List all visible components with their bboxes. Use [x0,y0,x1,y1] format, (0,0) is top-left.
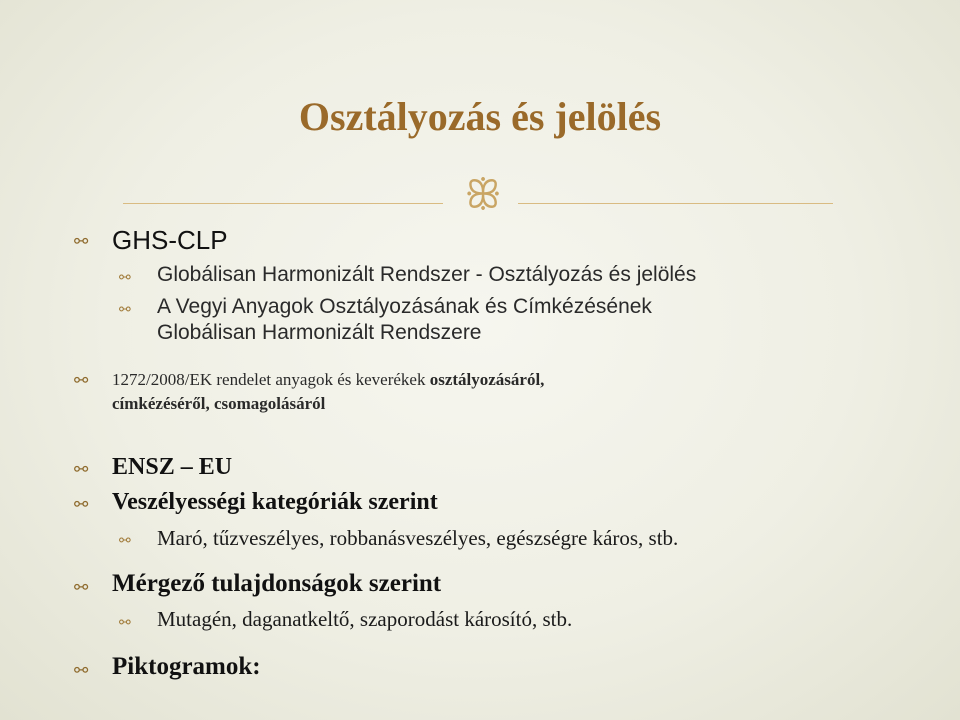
bullet-icon: ⚯ [74,371,89,391]
bullet-icon: ⚯ [74,232,89,252]
slide-title: Osztályozás és jelölés [298,94,662,139]
item-hazard-categories: Veszélyességi kategóriák szerint [112,489,438,515]
bullet-icon: ⚯ [74,460,89,480]
sub-bullet-icon: ⚯ [119,615,131,631]
item-regulation-line1 [112,370,544,390]
sub-item-hazard-examples: Maró, tűzveszélyes, robbanásveszélyes, egészségre káros, stb. [157,526,679,550]
sub-item-ghs-definition: Globálisan Harmonizált Rendszer - Osztályozás és jelölés [157,263,697,286]
bullet-icon: ⚯ [74,578,89,598]
sub-item-hu-name-line2: Globálisan Harmonizált Rendszere [157,321,482,344]
item-toxic-properties: Mérgező tulajdonságok szerint [112,570,442,597]
sub-bullet-icon: ⚯ [119,302,131,318]
item-ensz-eu: ENSZ – EU [112,454,233,480]
divider-left [123,203,443,204]
sub-bullet-icon: ⚯ [119,533,131,549]
item-ghs-clp: GHS-CLP [112,225,228,255]
sub-item-hu-name-line1: A Vegyi Anyagok Osztályozásának és Címkézésének [157,295,652,318]
sub-item-toxic-examples: Mutagén, daganatkeltő, szaporodást károsító, stb. [157,607,573,631]
sub-bullet-icon: ⚯ [119,270,131,286]
ornament-icon: ꕥ [464,172,502,218]
divider-right [518,203,833,204]
bullet-icon: ⚯ [74,495,89,515]
regulation-bold-a: osztályozásáról, [429,370,545,389]
bullet-icon: ⚯ [74,661,89,681]
item-regulation-line2 [112,394,325,414]
regulation-bold-b: címkézéséről, csomagolásáról [112,394,326,413]
regulation-text: 1272/2008/EK rendelet anyagok és keverékek [112,370,430,389]
item-pictograms: Piktogramok: [112,653,261,680]
